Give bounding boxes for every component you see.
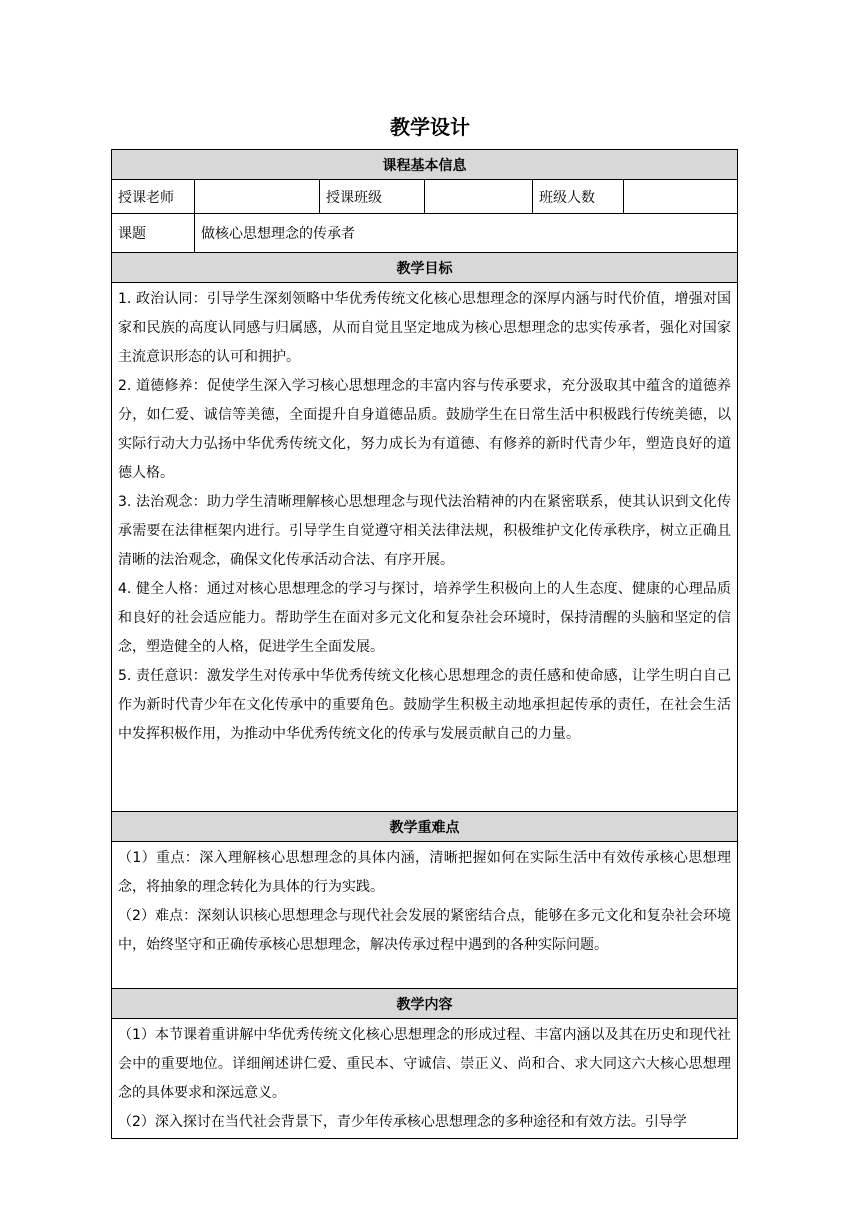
key-point-item: （1）重点：深入理解核心思想理念的具体内涵，清晰把握如何在实际生活中有效传承核心思想理念，将抽象的理念转化为具体的行为实践。: [118, 850, 732, 895]
topic-label: 课题: [112, 214, 195, 253]
class-count-value-cell: [624, 180, 738, 214]
content-item: （2）深入探讨在当代社会背景下，青少年传承核心思想理念的多种途径和有效方法。引导学: [118, 1114, 687, 1130]
objective-item: 3. 法治观念：助力学生清晰理解核心思想理念与现代法治精神的内在紧密联系，使其认识到文化传承需要在法律框架内进行。引导学生自觉遵守相关法律法规，积极维护文化传承秩序，树立正确且清晰的法治观念，确保文化传承活动合法、有序开展。: [118, 494, 732, 568]
objective-item: 2. 道德修养：促使学生深入学习核心思想理念的丰富内容与传承要求，充分汲取其中蕴含的道德养分，如仁爱、诚信等美德，全面提升自身道德品质。鼓励学生在日常生活中积极践行传统美德，以实际行动大力弘扬中华优秀传统文化，努力成长为有道德、有修养的新时代青少年，塑造良好的道德人格。: [118, 378, 732, 481]
class-label: 授课班级: [320, 180, 425, 214]
teacher-label: 授课老师: [112, 180, 195, 214]
objective-item: 4. 健全人格：通过对核心思想理念的学习与探讨，培养学生积极向上的人生态度、健康的心理品质和良好的社会适应能力。帮助学生在面对多元文化和复杂社会环境时，保持清醒的头脑和坚定的信念，塑造健全的人格，促进学生全面发展。: [118, 581, 732, 655]
lesson-plan-table: [111, 149, 738, 1139]
class-value-cell: [425, 180, 533, 214]
basic-info-header: 课程基本信息: [112, 150, 738, 180]
content-body: [112, 1019, 738, 1139]
objectives-body: [112, 283, 738, 812]
teacher-value-cell: [195, 180, 320, 214]
key-points-header: 教学重难点: [112, 812, 738, 842]
class-count-label: 班级人数: [533, 180, 624, 214]
objectives-header: 教学目标: [112, 253, 738, 283]
content-header: 教学内容: [112, 989, 738, 1019]
key-points-body: [112, 842, 738, 989]
page-title: 教学设计: [390, 115, 470, 139]
content-item: （1）本节课着重讲解中华优秀传统文化核心思想理念的形成过程、丰富内涵以及其在历史和现代社会中的重要地位。详细阐述讲仁爱、重民本、守诚信、崇正义、尚和合、求大同这六大核心思想理念的具体要求和深远意义。: [118, 1027, 732, 1101]
difficult-point-item: （2）难点：深刻认识核心思想理念与现代社会发展的紧密结合点，能够在多元文化和复杂社会环境中，始终坚守和正确传承核心思想理念，解决传承过程中遇到的各种实际问题。: [118, 908, 732, 953]
topic-value: 做核心思想理念的传承者: [195, 214, 738, 253]
objective-item: 5. 责任意识：激发学生对传承中华优秀传统文化核心思想理念的责任感和使命感，让学生明白自己作为新时代青少年在文化传承中的重要角色。鼓励学生积极主动地承担起传承的责任，在社会生活中发挥积极作用，为推动中华优秀传统文化的传承与发展贡献自己的力量。: [118, 668, 732, 742]
objective-item: 1. 政治认同：引导学生深刻领略中华优秀传统文化核心思想理念的深厚内涵与时代价值，增强对国家和民族的高度认同感与归属感，从而自觉且坚定地成为核心思想理念的忠实传承者，强化对国家主流意识形态的认可和拥护。: [118, 291, 732, 365]
